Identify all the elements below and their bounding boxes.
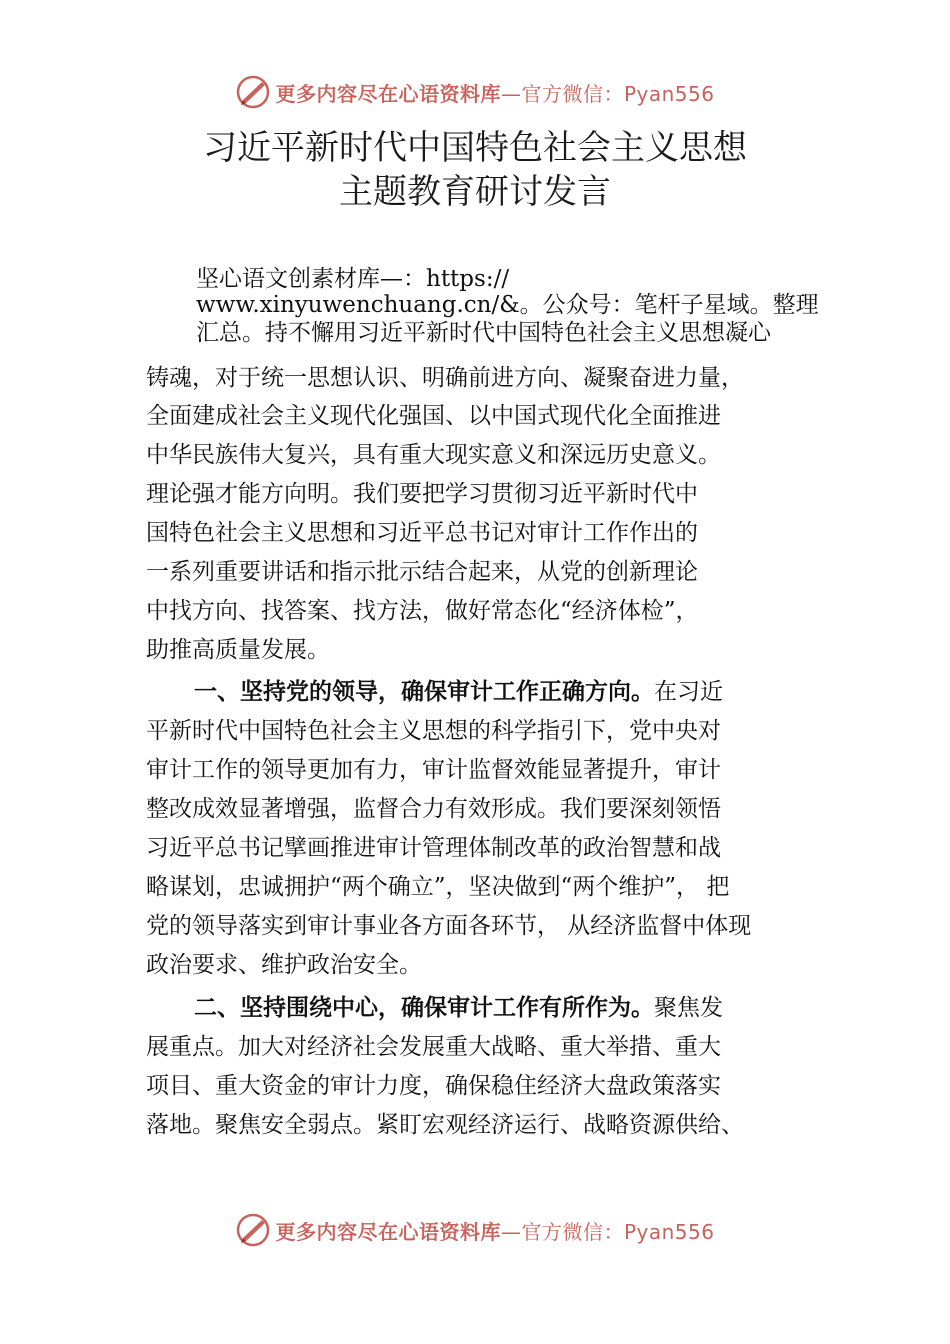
document-title-line-1: 习近平新时代中国特色社会主义思想 <box>203 128 747 168</box>
body-line: 全面建成社会主义现代化强国、以中国式现代化全面推进 <box>146 403 721 429</box>
banner-text <box>275 78 714 107</box>
body-line: 坚心语文创素材库—：https:// <box>196 266 510 292</box>
banner-site-text: 更多内容尽在心语资料库 <box>275 81 501 106</box>
banner-wechat-text: 官方微信：Pyan556 <box>521 81 715 106</box>
pen-logo-icon <box>235 1212 271 1248</box>
document-title-line-2: 主题教育研讨发言 <box>339 172 611 212</box>
body-line: 习近平总书记擘画推进审计管理体制改革的政治智慧和战 <box>146 835 721 861</box>
body-line: 落地。聚焦安全弱点。紧盯宏观经济运行、战略资源供给、 <box>146 1112 744 1138</box>
banner-dash: — <box>500 1219 522 1244</box>
body-line: 项目、重大资金的审计力度，确保稳住经济大盘政策落实 <box>146 1073 721 1099</box>
body-line: 中华民族伟大复兴，具有重大现实意义和深远历史意义。 <box>146 442 721 468</box>
body-line: 平新时代中国特色社会主义思想的科学指引下，党中央对 <box>146 718 721 744</box>
body-line: 整改成效显著增强，监督合力有效形成。我们要深刻领悟 <box>146 796 721 822</box>
section-1-first-line <box>194 677 723 707</box>
section-2-first-rest: 聚焦发 <box>654 995 723 1021</box>
body-line: 略谋划，忠诚拥护“两个确立”，坚决做到“两个维护”， 把 <box>146 874 730 900</box>
body-line: 铸魂，对于统一思想认识、明确前进方向、凝聚奋进力量， <box>146 365 744 391</box>
banner-dash: — <box>500 81 522 106</box>
banner-site-text: 更多内容尽在心语资料库 <box>275 1219 501 1244</box>
body-line: 政治要求、维护政治安全。 <box>146 952 422 978</box>
body-line: 国特色社会主义思想和习近平总书记对审计工作作出的 <box>146 520 698 546</box>
body-line: 党的领导落实到审计事业各方面各环节， 从经济监督中体现 <box>146 913 752 939</box>
section-1-first-rest: 在习近 <box>654 679 723 705</box>
body-line: 助推高质量发展。 <box>146 637 330 663</box>
body-line: 审计工作的领导更加有力，审计监督效能显著提升，审计 <box>146 757 721 783</box>
body-line: 理论强才能方向明。我们要把学习贯彻习近平新时代中 <box>146 481 698 507</box>
body-line: www.xinyuwenchuang.cn/&。公众号：笔杆子星域。整理 <box>196 292 819 318</box>
body-line: 展重点。加大对经济社会发展重大战略、重大举措、重大 <box>146 1034 721 1060</box>
pen-logo-icon <box>235 74 271 110</box>
body-line: 中找方向、找答案、找方法，做好常态化“经济体检”， <box>146 598 699 624</box>
section-1-heading: 一、坚持党的领导，确保审计工作正确方向。 <box>194 679 654 705</box>
footer-watermark-banner <box>0 1210 950 1250</box>
body-line: 一系列重要讲话和指示批示结合起来，从党的创新理论 <box>146 559 698 585</box>
section-2-heading: 二、坚持围绕中心，确保审计工作有所作为。 <box>194 995 654 1021</box>
banner-text <box>275 1216 714 1245</box>
banner-wechat-text: 官方微信：Pyan556 <box>521 1219 715 1244</box>
header-watermark-banner <box>0 72 950 112</box>
section-2-first-line <box>194 993 723 1023</box>
body-line: 汇总。持不懈用习近平新时代中国特色社会主义思想凝心 <box>196 320 771 346</box>
